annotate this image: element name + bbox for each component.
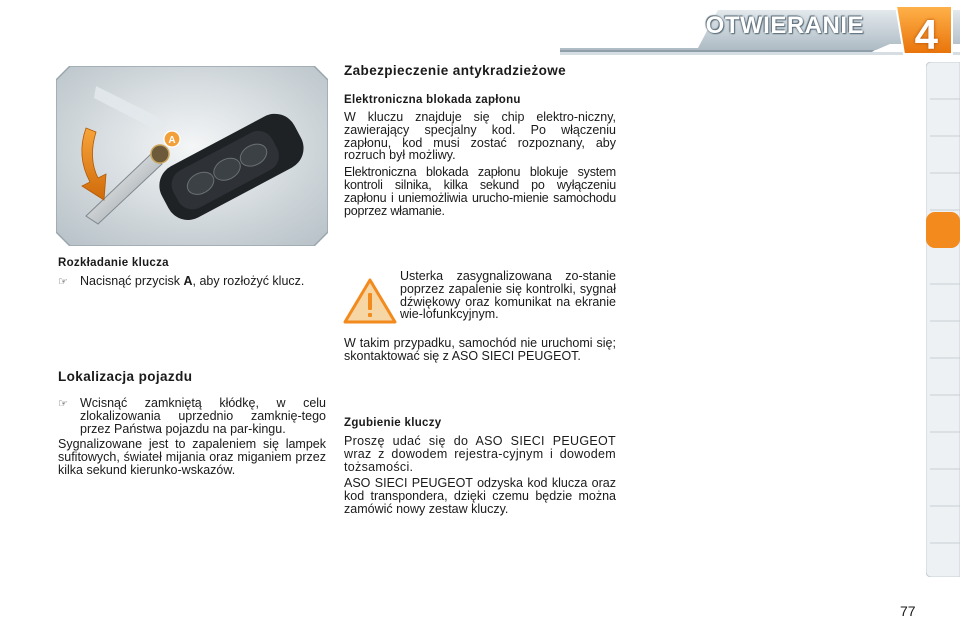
chapter-tabs (926, 62, 960, 577)
immobilizer-heading: Elektroniczna blokada zapłonu (344, 94, 521, 106)
locate-vehicle-instruction: ☞ Wcisnąć zamkniętą kłódkę, w celu zlokalizowania uprzednio zamknię-tego przez Państwa pojazdu na par-kingu. (58, 396, 326, 436)
lost-key-paragraph-2: ASO SIECI PEUGEOT odzyska kod klucza oraz kod transpondera, dzięki czemu będzie można zamówić nowy zestaw kluczy. (344, 476, 616, 516)
locate-vehicle-heading: Lokalizacja pojazdu (58, 369, 193, 384)
page-number: 77 (900, 603, 916, 619)
warning-box (400, 270, 616, 321)
antitheft-section (344, 64, 616, 217)
warning-text: Usterka zasygnalizowana zo-stanie poprzez zapalenie się kontrolki, sygnał dźwiękowy oraz komunikat na ekranie wie-lofunkcyjnym. (400, 269, 616, 322)
immobilizer-paragraph-2: Elektroniczna blokada zapłonu blokuje system kontroli silnika, kilka sekund po wyłączeniu zapłonu i uniemożliwia urucho-mienie samochodu poprzez włamanie. (344, 165, 616, 218)
locate-vehicle-section (58, 370, 326, 477)
lost-key-paragraph-1: Proszę udać się do ASO SIECI PEUGEOT wraz z dowodem rejestra-cyjnym i dowodem tożsamości. (344, 434, 616, 474)
warning-followup (344, 337, 616, 363)
fold-key-section (58, 256, 326, 289)
lost-key-section (344, 416, 616, 516)
immobilizer-paragraph-1: W kluczu znajduje się chip elektro-niczny, zawierający specjalny kod. Po włączeniu zapłonu, kod musi zostać rozpoznany, aby rozruch był możliwy. (344, 110, 616, 163)
button-a-label: A (168, 135, 176, 146)
pointing-hand-icon: ☞ (58, 398, 68, 410)
key-illustration (56, 66, 328, 246)
warning-triangle-icon (342, 276, 398, 326)
key-illustration-graphic (56, 66, 328, 246)
chapter-tabs-shape (926, 62, 960, 577)
pointing-hand-icon: ☞ (58, 276, 68, 288)
fold-key-instruction: ☞ Nacisnąć przycisk A, aby rozłożyć klucz. (58, 274, 305, 288)
chapter-title: OTWIERANIE (705, 12, 864, 39)
fold-key-heading: Rozkładanie klucza (58, 257, 169, 269)
warning-followup-text: W takim przypadku, samochód nie uruchomi się; skontaktować się z ASO SIECI PEUGEOT. (344, 336, 616, 363)
locate-vehicle-paragraph: Sygnalizowane jest to zapaleniem się lampek sufitowych, świateł mijania oraz miganiem przez kilka sekund kierunko-wskazów. (58, 437, 326, 477)
antitheft-heading: Zabezpieczenie antykradzieżowe (344, 63, 567, 78)
lost-key-heading: Zgubienie kluczy (344, 417, 442, 429)
chapter-header (560, 0, 960, 58)
active-chapter-tab (926, 212, 960, 248)
chapter-number-badge: 4 (914, 11, 938, 58)
